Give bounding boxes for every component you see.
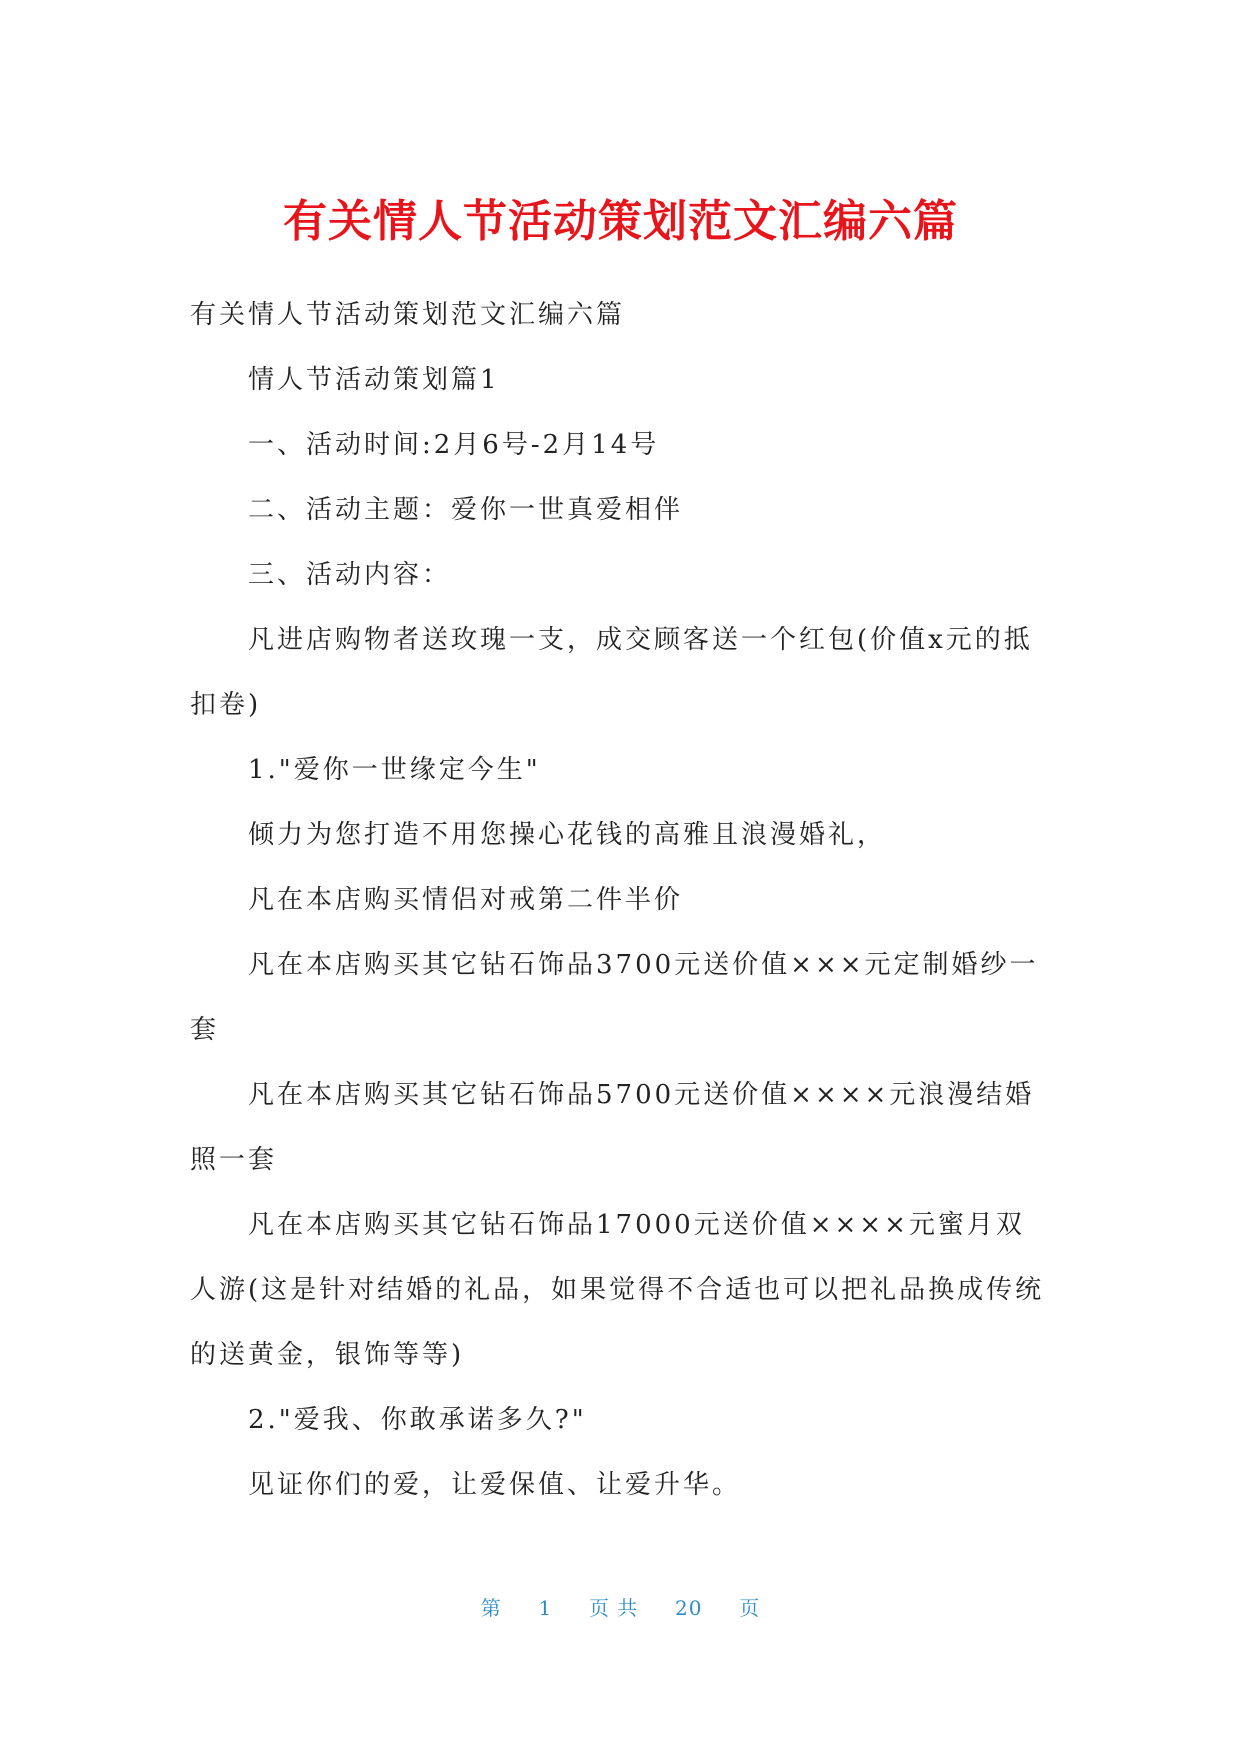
current-page-number: 1	[538, 1596, 553, 1620]
total-pages-number: 20	[675, 1596, 703, 1620]
paragraph: 2."爱我、你敢承诺多久?"	[248, 1405, 587, 1435]
paragraph: 凡进店购物者送玫瑰一支，成交顾客送一个红包(价值x元的抵扣卷)	[190, 625, 1033, 720]
paragraph: 三、活动内容：	[248, 560, 452, 590]
paragraph: 倾力为您打造不用您操心花钱的高雅且浪漫婚礼，	[248, 820, 887, 850]
paragraph: 凡在本店购买其它钻石饰品3700元送价值×××元定制婚纱一套	[190, 950, 1039, 1045]
paragraph: 1."爱你一世缘定今生"	[248, 755, 541, 785]
paragraph: 情人节活动策划篇1	[248, 365, 500, 395]
paragraph: 一、活动时间:2月6号-2月14号	[248, 430, 660, 460]
paragraph: 凡在本店购买情侣对戒第二件半价	[248, 885, 684, 915]
document-body	[190, 283, 1050, 1518]
footer-middle: 页 共	[588, 1596, 639, 1620]
footer-suffix: 页	[739, 1596, 761, 1620]
footer-prefix: 第	[480, 1596, 502, 1620]
paragraph: 凡在本店购买其它钻石饰品17000元送价值××××元蜜月双人游(这是针对结婚的礼品，如果觉得不合适也可以把礼品换成传统的送黄金，银饰等等)	[190, 1210, 1045, 1370]
paragraph: 二、活动主题：爱你一世真爱相伴	[248, 495, 684, 525]
paragraph: 见证你们的爱，让爱保值、让爱升华。	[248, 1470, 742, 1500]
paragraph: 凡在本店购买其它钻石饰品5700元送价值××××元浪漫结婚照一套	[190, 1080, 1035, 1175]
paragraph: 有关情人节活动策划范文汇编六篇	[190, 300, 626, 330]
page-footer	[0, 1592, 1241, 1621]
document-title: 有关情人节活动策划范文汇编六篇	[283, 196, 958, 247]
